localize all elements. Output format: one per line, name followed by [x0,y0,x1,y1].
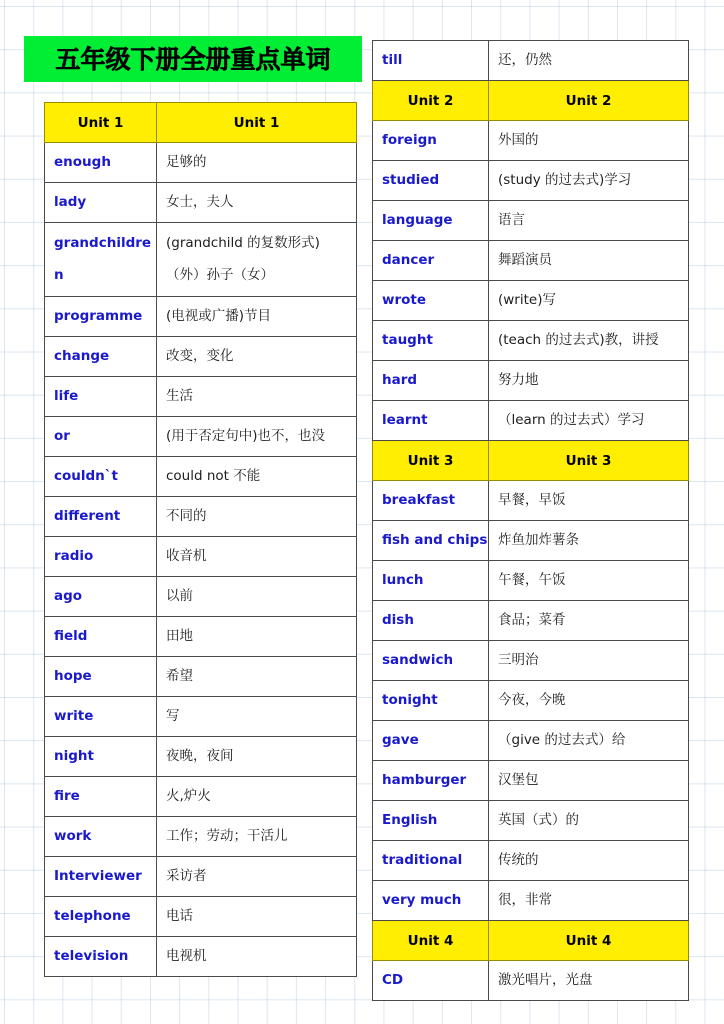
vocabulary-meaning: 还，仍然 [489,41,689,81]
table-row [373,281,689,321]
table-row [45,817,357,857]
table-row [45,143,357,183]
vocabulary-word: hope [45,657,157,697]
table-row [45,897,357,937]
page-title: 五年级下册全册重点单词 [55,44,331,74]
unit-header-row [373,81,689,121]
vocabulary-meaning: (write)写 [489,281,689,321]
table-row [45,697,357,737]
table-row [373,841,689,881]
table-row [45,457,357,497]
vocabulary-meaning: 采访者 [157,857,357,897]
vocabulary-meaning: (study 的过去式)学习 [489,161,689,201]
unit2-4-vocabulary-table [372,40,689,1001]
unit-header-row [45,103,357,143]
vocabulary-meaning: 希望 [157,657,357,697]
vocabulary-word: work [45,817,157,857]
table-row [373,601,689,641]
vocabulary-meaning: 火,炉火 [157,777,357,817]
vocabulary-word: dish [373,601,489,641]
table-row [45,777,357,817]
table-row [373,641,689,681]
vocabulary-word: hard [373,361,489,401]
table-row [45,537,357,577]
left-table-body [45,103,357,977]
table-row [45,337,357,377]
vocabulary-word: sandwich [373,641,489,681]
table-row [45,857,357,897]
table-row [45,737,357,777]
table-row [373,41,689,81]
table-row [373,761,689,801]
vocabulary-word: enough [45,143,157,183]
unit-header-label: Unit 4 [373,921,489,961]
table-row [45,377,357,417]
vocabulary-word: write [45,697,157,737]
vocabulary-word: gave [373,721,489,761]
vocabulary-meaning: 激光唱片，光盘 [489,961,689,1001]
table-row [373,401,689,441]
unit-header-label: Unit 1 [157,103,357,143]
vocabulary-word: English [373,801,489,841]
table-row [373,681,689,721]
unit-header-label: Unit 2 [373,81,489,121]
vocabulary-meaning: 田地 [157,617,357,657]
vocabulary-word: change [45,337,157,377]
table-row [45,183,357,223]
vocabulary-meaning: 电视机 [157,937,357,977]
vocabulary-meaning: 午餐，午饭 [489,561,689,601]
vocabulary-meaning: 传统的 [489,841,689,881]
vocabulary-meaning: 很，非常 [489,881,689,921]
vocabulary-word: fish and chips [373,521,489,561]
vocabulary-meaning: 食品；菜肴 [489,601,689,641]
vocabulary-word: traditional [373,841,489,881]
vocabulary-meaning: 三明治 [489,641,689,681]
table-row [373,521,689,561]
vocabulary-word: different [45,497,157,537]
vocabulary-meaning: 今夜，今晚 [489,681,689,721]
table-row [45,223,357,297]
vocabulary-word: life [45,377,157,417]
table-row [373,961,689,1001]
vocabulary-word: or [45,417,157,457]
vocabulary-meaning: 以前 [157,577,357,617]
vocabulary-word: grandchildren [45,223,157,297]
vocabulary-word: radio [45,537,157,577]
unit-header-label: Unit 2 [489,81,689,121]
vocabulary-word: studied [373,161,489,201]
vocabulary-meaning: 炸鱼加炸薯条 [489,521,689,561]
vocabulary-meaning: 女士，夫人 [157,183,357,223]
vocabulary-word: very much [373,881,489,921]
vocabulary-word: fire [45,777,157,817]
vocabulary-word: CD [373,961,489,1001]
vocabulary-meaning: 努力地 [489,361,689,401]
vocabulary-meaning: 不同的 [157,497,357,537]
table-row [373,361,689,401]
vocabulary-word: ago [45,577,157,617]
vocabulary-meaning: (电视或广播)节目 [157,297,357,337]
vocabulary-word: television [45,937,157,977]
vocabulary-word: couldn`t [45,457,157,497]
unit1-vocabulary-table [44,102,357,977]
table-row [373,801,689,841]
table-row [45,417,357,457]
unit-header-label: Unit 3 [373,441,489,481]
table-row [373,121,689,161]
unit-header-row [373,441,689,481]
vocabulary-meaning: 写 [157,697,357,737]
vocabulary-meaning: 英国（式）的 [489,801,689,841]
vocabulary-word: lunch [373,561,489,601]
table-row [373,481,689,521]
vocabulary-meaning: (用于否定句中)也不，也没 [157,417,357,457]
vocabulary-meaning: 工作；劳动；干活儿 [157,817,357,857]
vocabulary-meaning: 外国的 [489,121,689,161]
table-row [373,561,689,601]
unit-header-row [373,921,689,961]
vocabulary-word: Interviewer [45,857,157,897]
unit-header-label: Unit 3 [489,441,689,481]
right-table-body [373,41,689,1001]
vocabulary-meaning: could not 不能 [157,457,357,497]
vocabulary-word: taught [373,321,489,361]
table-row [45,297,357,337]
vocabulary-meaning: 生活 [157,377,357,417]
table-row [373,161,689,201]
table-row [45,657,357,697]
table-row [373,721,689,761]
table-row [45,617,357,657]
vocabulary-meaning: 足够的 [157,143,357,183]
vocabulary-word: wrote [373,281,489,321]
vocabulary-meaning: 舞蹈演员 [489,241,689,281]
vocabulary-meaning: （learn 的过去式）学习 [489,401,689,441]
vocabulary-meaning: 改变，变化 [157,337,357,377]
vocabulary-meaning: 早餐，早饭 [489,481,689,521]
vocabulary-word: foreign [373,121,489,161]
table-row [373,881,689,921]
vocabulary-meaning: 电话 [157,897,357,937]
page-title-banner [24,36,362,82]
vocabulary-word: programme [45,297,157,337]
vocabulary-word: breakfast [373,481,489,521]
vocabulary-word: telephone [45,897,157,937]
vocabulary-word: language [373,201,489,241]
vocabulary-word: dancer [373,241,489,281]
vocabulary-word: lady [45,183,157,223]
vocabulary-word: till [373,41,489,81]
vocabulary-meaning: 语言 [489,201,689,241]
vocabulary-word: night [45,737,157,777]
vocabulary-word: hamburger [373,761,489,801]
vocabulary-meaning: （give 的过去式）给 [489,721,689,761]
vocabulary-word: field [45,617,157,657]
unit-header-label: Unit 4 [489,921,689,961]
vocabulary-meaning: 收音机 [157,537,357,577]
vocabulary-word: tonight [373,681,489,721]
unit-header-label: Unit 1 [45,103,157,143]
vocabulary-meaning: (grandchild 的复数形式) （外）孙子（女） [157,223,357,297]
table-row [373,321,689,361]
table-row [373,241,689,281]
table-row [45,577,357,617]
vocabulary-word: learnt [373,401,489,441]
table-row [373,201,689,241]
vocabulary-meaning: 夜晚，夜间 [157,737,357,777]
table-row [45,497,357,537]
vocabulary-meaning: (teach 的过去式)教，讲授 [489,321,689,361]
table-row [45,937,357,977]
vocabulary-meaning: 汉堡包 [489,761,689,801]
